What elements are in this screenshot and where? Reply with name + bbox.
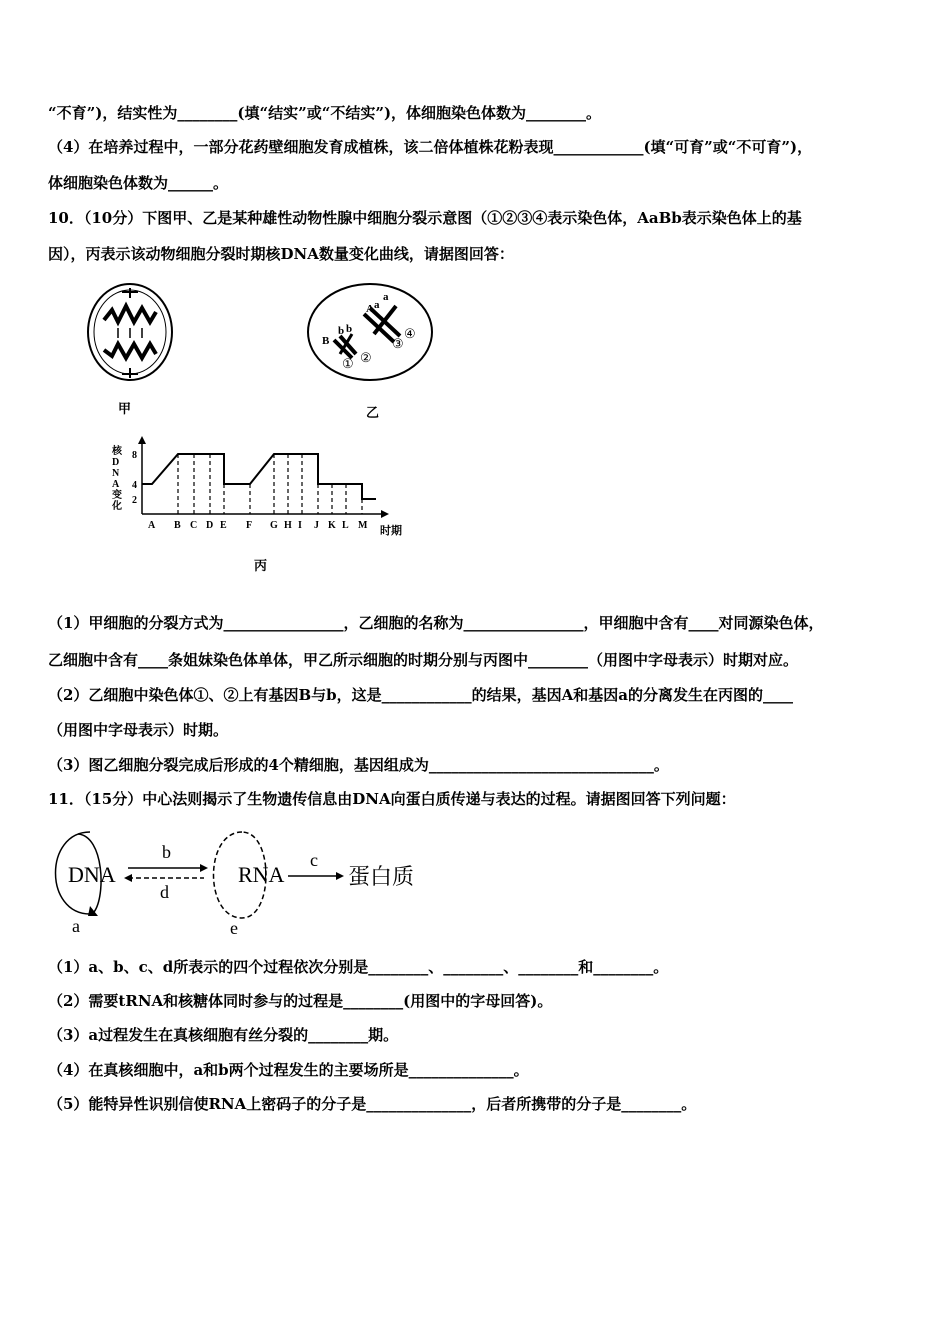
process-c-label: c [310,850,318,870]
x-tick-label: M [358,520,368,531]
x-tick-label: L [342,520,349,531]
question-11-2: （2）需要tRNA和核糖体同时参与的过程是________(用图中的字母回答)。 [48,992,553,1010]
y-tick-label: 8 [132,450,137,461]
dna-series-line [142,454,376,499]
x-tick-label: C [190,520,198,531]
gene-label: b [338,325,345,337]
rna-label: RNA [238,862,285,887]
y-axis-arrow [138,436,146,444]
x-tick-label: G [270,520,278,531]
x-tick-label: J [314,520,319,531]
process-b-label: b [162,842,171,862]
chromosome-number: ④ [404,326,416,341]
text-line: 因），丙表示该动物细胞分裂时期核DNA数量变化曲线，请据图回答： [48,245,514,263]
text-line: （4）在培养过程中，一部分花药壁细胞发育成植株，该二倍体植株花粉表现____________(填“可育”或“不可育”)， [48,138,813,156]
y-tick-label: 2 [132,495,137,506]
y-axis-label: 核 D N A 变化 [112,446,122,512]
question-10-2-a: （2）乙细胞中染色体①、②上有基因B与b，这是____________的结果，基因A和基因a的分离发生在丙图的____ [48,686,793,704]
question-10-2-b: （用图中字母表示）时期。 [48,721,229,739]
x-axis-arrow [381,510,389,518]
question-11-4: （4）在真核细胞中，a和b两个过程发生的主要场所是______________。 [48,1061,529,1079]
figure-label-jia: 甲 [118,402,132,417]
process-a-label: a [72,916,80,936]
text-line: 体细胞染色体数为______。 [48,174,229,192]
chromosome-number: ① [342,356,354,371]
gene-label: a [383,291,389,303]
question-10-stem: 10．（10分）下图甲、乙是某种雄性动物性腺中细胞分裂示意图（①②③④表示染色体，AaBb表示染色体上的基 [48,209,802,227]
central-dogma-figure [44,826,444,938]
dna-label: DNA [68,862,116,887]
x-tick-label: D [206,520,214,531]
question-11-stem: 11．（15分）中心法则揭示了生物遗传信息由DNA向蛋白质传递与表达的过程。请据图回答下列问题： [48,790,736,808]
gene-label: A [366,303,374,315]
dna-chart [100,432,420,542]
x-axis-label: 时期 [380,525,402,537]
question-11-1: （1）a、b、c、d所表示的四个过程依次分别是________、________、________和________。 [48,958,669,976]
x-tick-label: A [148,520,156,531]
figure-label-yi: 乙 [366,406,380,421]
cell-yi-figure [304,282,439,387]
question-10-1-a: （1）甲细胞的分裂方式为________________，乙细胞的名称为________________，甲细胞中含有____对同源染色体， [48,614,824,632]
question-10-3: （3）图乙细胞分裂完成后形成的4个精细胞，基因组成为______________________________。 [48,756,669,774]
process-d-label: d [160,882,169,902]
x-tick-label: E [220,520,227,531]
protein-label: 蛋白质 [348,864,415,889]
cell-jia-figure [82,282,182,392]
text-line: “不育”)，结实性为________(填“结实”或“不结实”)，体细胞染色体数为________。 [48,104,602,122]
question-11-5: （5）能特异性识别信使RNA上密码子的分子是______________，后者所携带的分子是________。 [48,1095,697,1113]
chromosome-number: ③ [392,336,404,351]
x-tick-label: I [298,520,302,531]
x-tick-label: F [246,520,253,531]
gene-label: a [374,299,380,311]
chromosome-number: ② [360,350,372,365]
process-e-label: e [230,918,238,938]
y-tick-label: 4 [132,480,137,491]
x-tick-label: B [174,520,181,531]
x-tick-label: H [284,520,292,531]
gene-label: B [322,335,330,347]
question-10-1-b: 乙细胞中含有____条姐妹染色体单体，甲乙所示细胞的时期分别与丙图中________（用图中字母表示）时期对应。 [48,651,799,669]
x-tick-label: K [328,520,336,531]
gene-label: b [346,323,353,335]
question-11-3: （3）a过程发生在真核细胞有丝分裂的________期。 [48,1026,399,1044]
figure-label-bing: 丙 [254,559,268,574]
